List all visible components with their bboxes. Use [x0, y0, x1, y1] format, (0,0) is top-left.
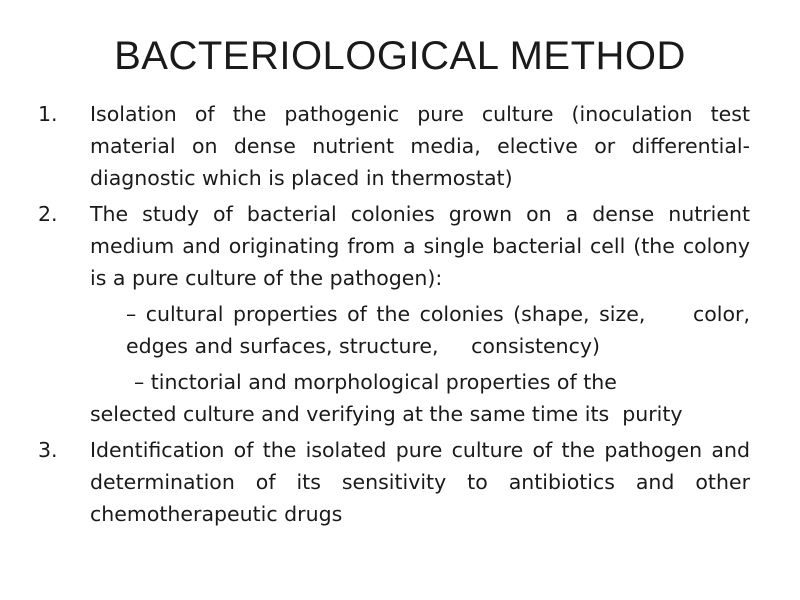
sub-item-cultural-properties: – cultural properties of the colonies (shape, size, color, edges and surfaces, structure, consistency) [126, 302, 757, 358]
list-item-1 [38, 98, 750, 194]
list-item-text: The study of bacterial colonies grown on a dense nutrient medium and originating from a single bacterial cell (the colony is a pure culture of the pathogen): [90, 202, 750, 290]
sub-item-tinctorial-properties [38, 366, 750, 430]
list-item-2 [38, 198, 750, 294]
numbered-list [38, 98, 757, 534]
list-item-text: Identification of the isolated pure culture of the pathogen and determination of its sensitivity to antibiotics and other chemotherapeutic drugs [90, 438, 750, 526]
list-item-3 [38, 434, 750, 530]
list-item-number: 3. [38, 438, 58, 462]
list-item-number: 1. [38, 102, 58, 126]
sub-item-line-2: selected culture and verifying at the same time its purity [90, 402, 683, 426]
sub-item-line-1: – tinctorial and morphological properties of the [134, 370, 617, 394]
slide-title: BACTERIOLOGICAL METHOD [114, 34, 686, 78]
list-item-text: Isolation of the pathogenic pure culture (inoculation test material on dense nutrient media, elective or differential-diagnostic which is placed in thermostat) [90, 102, 750, 190]
list-item-number: 2. [38, 202, 58, 226]
